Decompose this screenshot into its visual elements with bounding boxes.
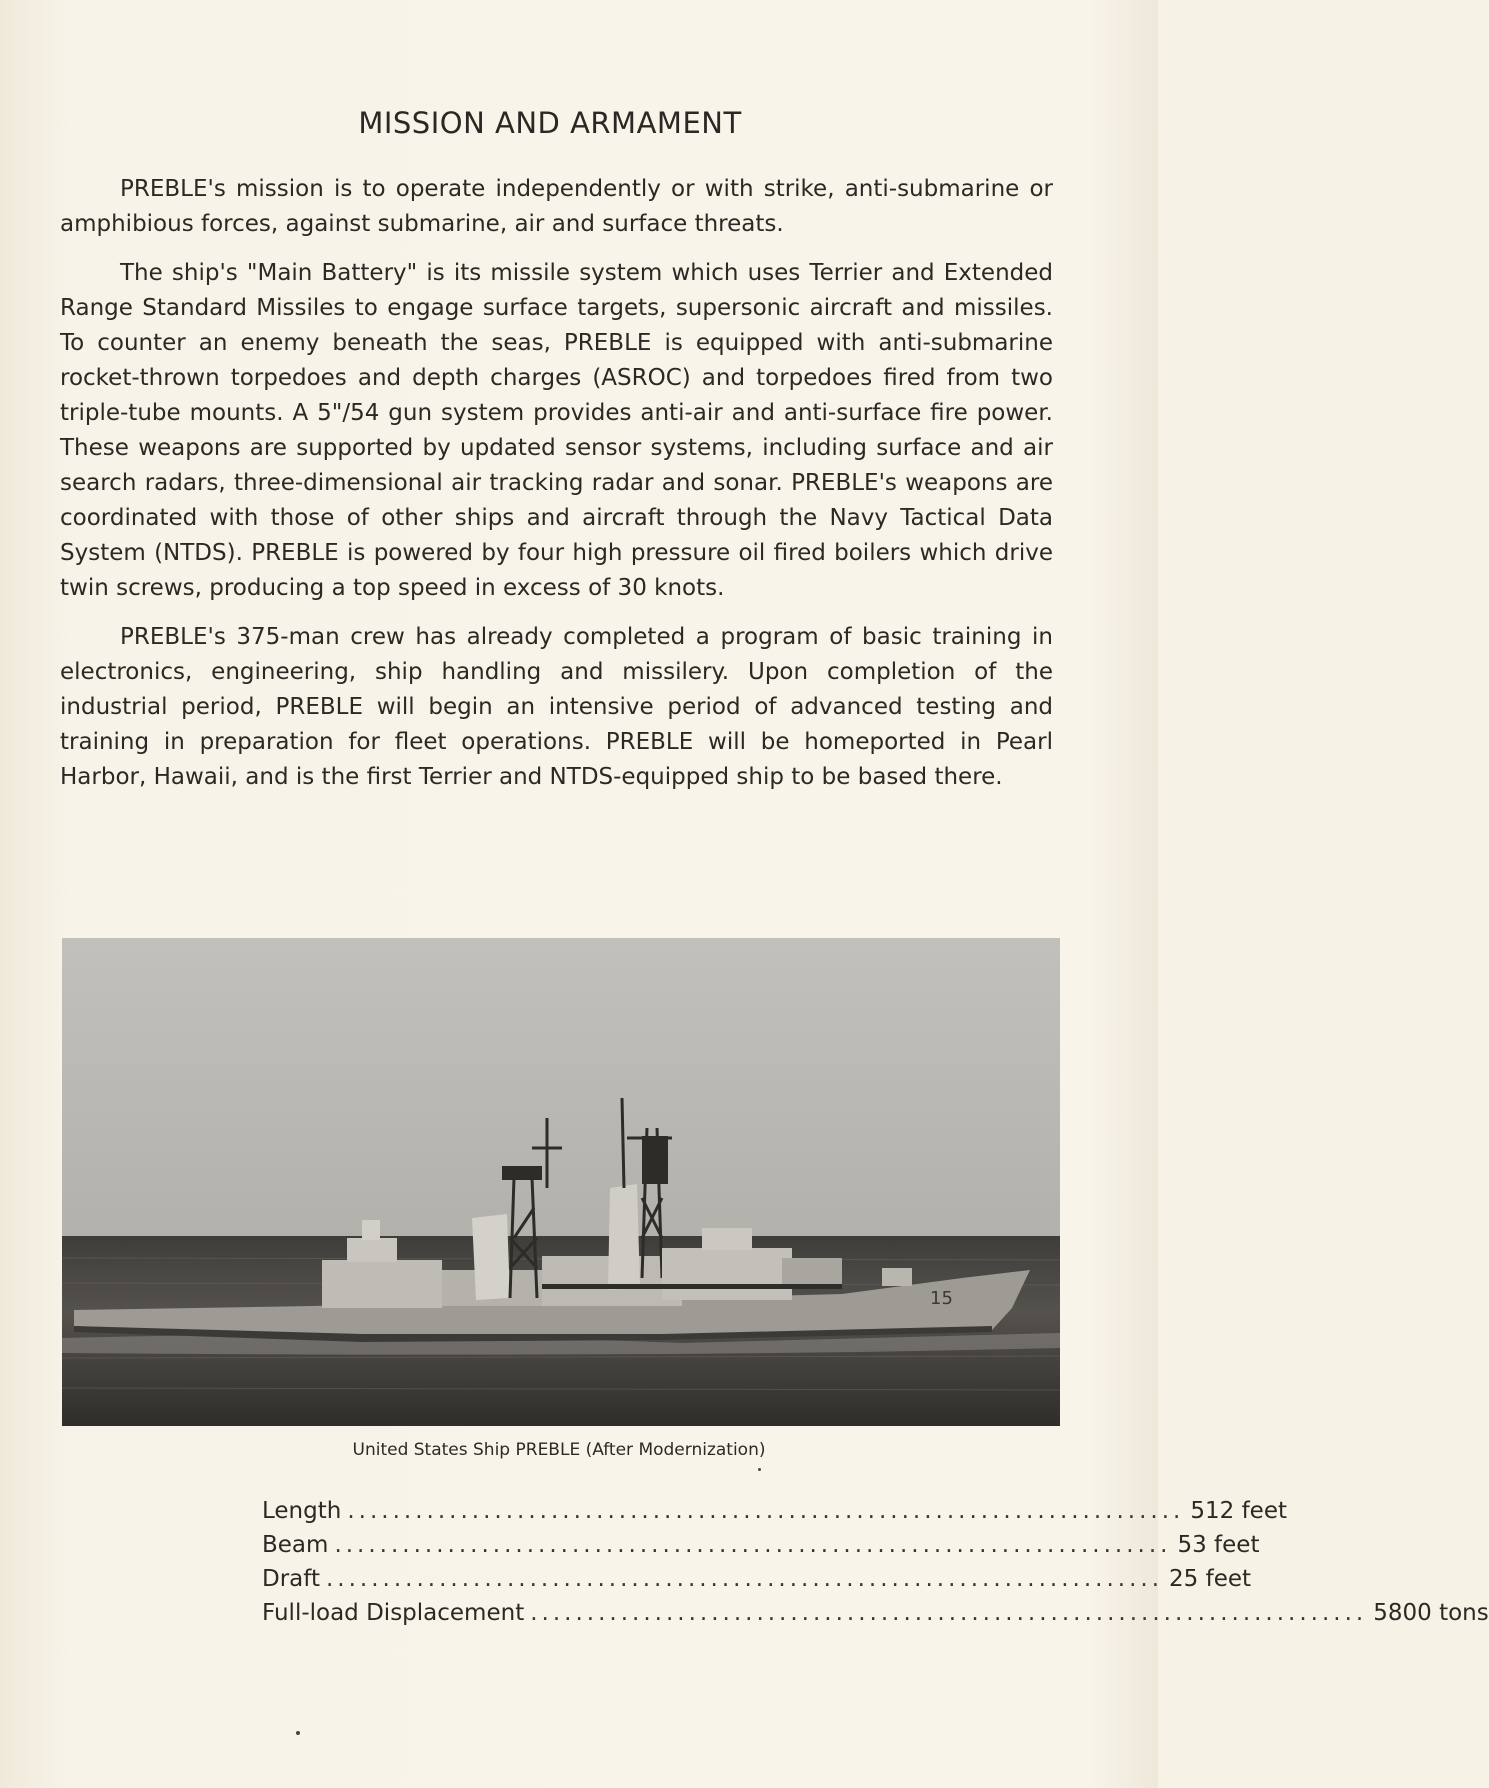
spec-row-length [262,1494,1288,1528]
paragraph-armament: The ship's "Main Battery" is its missile system which uses Terrier and Extended Range Standard Missiles to engage surface targets, supersonic aircraft and missiles. To counter an enemy beneath the seas, PREBLE is equipped with anti-submarine rocket-thrown torpedoes and depth charges (ASROC) and torpedoes fired from two triple-tube mounts. A 5"/54 gun system provides anti-air and anti-surface fire power. These weapons are supported by updated sensor systems, including surface and air search radars, three-dimensional air tracking radar and sonar. PREBLE's weapons are coordinated with those of other ships and aircraft through the Navy Tactical Data System (NTDS). PREBLE is powered by four high pressure oil fired boilers which drive twin screws, producing a top speed in excess of 30 knots. [60,260,1053,601]
spec-label: Full-load Displacement [262,1600,525,1626]
spec-row-beam [262,1528,1260,1562]
paper-speck [296,1731,300,1735]
spec-row-draft [262,1562,1252,1596]
paper-speck [758,1468,761,1471]
body-text [60,172,1053,809]
leader-dots: .......................................................................... [347,1498,1185,1524]
spec-label: Length [262,1498,342,1524]
ship-specifications [262,1494,1489,1630]
hull-number: 15 [930,1288,953,1309]
photo-caption: United States Ship PREBLE (After Modernization) [352,1440,766,1460]
spec-value: 25 feet [1169,1566,1252,1592]
paragraph-mission: PREBLE's mission is to operate independently or with strike, anti-submarine or amphibious forces, against submarine, air and surface threats. [60,176,1053,237]
spec-value: 5800 tons [1373,1600,1489,1626]
ship-photo [62,938,1060,1426]
leader-dots: .......................................................................... [530,1600,1368,1626]
spec-label: Beam [262,1532,329,1558]
spec-value: 512 feet [1190,1498,1288,1524]
paragraph-crew: PREBLE's 375-man crew has already completed a program of basic training in electronics, engineering, ship handling and missilery. Upon completion of the industrial period, PREBLE will begin an intensive period of advanced testing and training in preparation for fleet operations. PREBLE will be homeported in Pearl Harbor, Hawaii, and is the first Terrier and NTDS-equipped ship to be based there. [60,624,1053,790]
page-heading: MISSION AND ARMAMENT [358,106,742,140]
spec-label: Draft [262,1566,320,1592]
spec-value: 53 feet [1177,1532,1260,1558]
leader-dots: .......................................................................... [325,1566,1164,1592]
spec-row-displacement [262,1596,1489,1630]
leader-dots: .......................................................................... [334,1532,1172,1558]
